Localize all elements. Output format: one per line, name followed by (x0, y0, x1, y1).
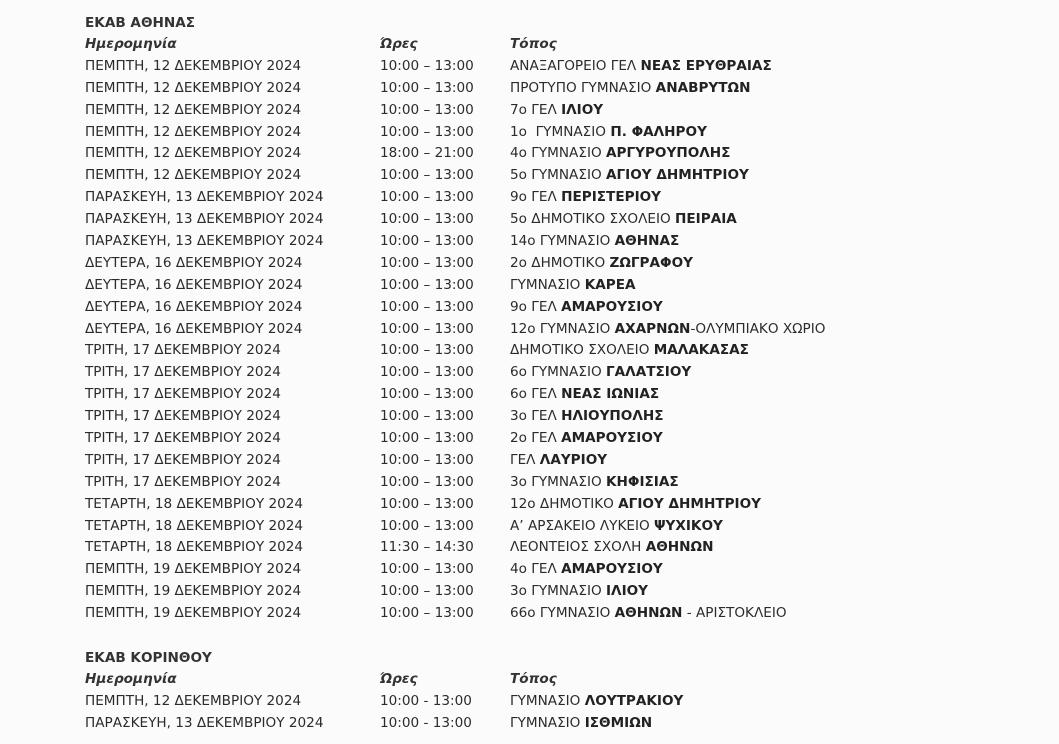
schedule-document (85, 12, 985, 735)
place-name-bold: ΛΑΥΡΙΟΥ (539, 451, 608, 468)
section-title: ΕΚΑΒ ΚΟΡΙΝΘΟΥ (85, 650, 212, 667)
table-row (85, 253, 985, 275)
table-row (85, 713, 985, 735)
row-place (510, 713, 980, 735)
row-time: 10:00 – 13:00 (380, 101, 474, 118)
table-row (85, 100, 985, 122)
row-time: 11:30 – 14:30 (380, 539, 474, 556)
place-name-bold: ΓΑΛΑΤΣΙΟΥ (605, 364, 692, 381)
table-row (85, 362, 985, 384)
header-place: Τόπος (510, 671, 557, 688)
row-date: ΤΡΙΤΗ, 17 ΔΕΚΕΜΒΡΙΟΥ 2024 (85, 342, 281, 359)
table-row (85, 319, 985, 341)
place-prefix: Α’ ΑΡΣΑΚΕΙΟ ΛΥΚΕΙΟ (510, 517, 654, 534)
place-name-bold: ΑΘΗΝΩΝ (614, 605, 683, 622)
section-title: ΕΚΑΒ ΑΘΗΝΑΣ (85, 15, 196, 31)
place-name-bold: ΑΘΗΝΩΝ (645, 539, 714, 556)
row-place (510, 78, 980, 100)
place-prefix: 7ο ΓΕΛ (510, 101, 562, 118)
table-row (85, 78, 985, 100)
row-date: ΠΑΡΑΣΚΕΥΗ, 13 ΔΕΚΕΜΒΡΙΟΥ 2024 (85, 211, 324, 228)
row-date: ΠΕΜΠΤΗ, 12 ΔΕΚΕΜΒΡΙΟΥ 2024 (85, 692, 302, 709)
place-prefix: 12ο ΔΗΜΟΤΙΚΟ (510, 495, 619, 512)
place-prefix: 2ο ΔΗΜΟΤΙΚΟ (510, 254, 610, 271)
row-place (510, 603, 980, 625)
table-row (85, 187, 985, 209)
place-name-bold: ΑΜΑΡΟΥΣΙΟΥ (561, 430, 663, 447)
row-date: ΠΕΜΠΤΗ, 19 ΔΕΚΕΜΒΡΙΟΥ 2024 (85, 561, 302, 578)
table-row (85, 143, 985, 165)
row-time: 10:00 – 13:00 (380, 386, 474, 403)
table-row (85, 297, 985, 319)
place-suffix: - ΑΡΙΣΤΟΚΛΕΙΟ (682, 605, 787, 622)
row-date: ΠΕΜΠΤΗ, 12 ΔΕΚΕΜΒΡΙΟΥ 2024 (85, 145, 302, 162)
place-prefix: 5ο ΔΗΜΟΤΙΚΟ ΣΧΟΛΕΙΟ (510, 211, 676, 228)
row-time: 10:00 – 13:00 (380, 233, 474, 250)
place-name-bold: ΜΑΛΑΚΑΣΑΣ (653, 342, 749, 359)
row-place (510, 450, 980, 472)
place-prefix: 3ο ΓΥΜΝΑΣΙΟ (510, 473, 606, 490)
place-prefix: ΑΝΑΞΑΓΟΡΕΙΟ ΓΕΛ (510, 57, 641, 74)
row-date: ΠΕΜΠΤΗ, 19 ΔΕΚΕΜΒΡΙΟΥ 2024 (85, 605, 302, 622)
row-time: 10:00 - 13:00 (380, 714, 472, 731)
table-row (85, 472, 985, 494)
table-row (85, 559, 985, 581)
row-place (510, 100, 980, 122)
table-row (85, 428, 985, 450)
row-place (510, 472, 980, 494)
table-header (85, 669, 985, 691)
row-place (510, 494, 980, 516)
row-time: 10:00 – 13:00 (380, 364, 474, 381)
place-name-bold: ΠΕΙΡΑΙΑ (675, 211, 737, 228)
place-prefix: 9ο ΓΕΛ (510, 189, 562, 206)
row-place (510, 187, 980, 209)
row-place (510, 581, 980, 603)
place-name-bold: ΑΜΑΡΟΥΣΙΟΥ (561, 561, 663, 578)
place-name-bold: ΚΑΡΕΑ (584, 276, 636, 293)
place-prefix: 4ο ΓΥΜΝΑΣΙΟ (510, 145, 606, 162)
row-place (510, 275, 980, 297)
row-time: 10:00 – 13:00 (380, 495, 474, 512)
row-time: 10:00 – 13:00 (380, 430, 474, 447)
row-date: ΤΕΤΑΡΤΗ, 18 ΔΕΚΕΜΒΡΙΟΥ 2024 (85, 539, 304, 556)
row-date: ΠΑΡΑΣΚΕΥΗ, 13 ΔΕΚΕΜΒΡΙΟΥ 2024 (85, 714, 324, 731)
place-prefix: ΓΕΛ (510, 451, 540, 468)
row-place (510, 122, 980, 144)
table-row (85, 516, 985, 538)
place-prefix: 4ο ΓΕΛ (510, 561, 562, 578)
row-place (510, 165, 980, 187)
row-place (510, 537, 980, 559)
row-date: ΠΕΜΠΤΗ, 19 ΔΕΚΕΜΒΡΙΟΥ 2024 (85, 583, 302, 600)
row-place (510, 56, 980, 78)
place-prefix: 12ο ΓΥΜΝΑΣΙΟ (510, 320, 615, 337)
row-date: ΤΡΙΤΗ, 17 ΔΕΚΕΜΒΡΙΟΥ 2024 (85, 408, 281, 425)
row-date: ΠΑΡΑΣΚΕΥΗ, 13 ΔΕΚΕΜΒΡΙΟΥ 2024 (85, 189, 324, 206)
place-prefix: 66ο ΓΥΜΝΑΣΙΟ (510, 605, 615, 622)
table-header (85, 34, 985, 56)
row-place (510, 362, 980, 384)
place-prefix: 9ο ΓΕΛ (510, 298, 562, 315)
row-date: ΠΕΜΠΤΗ, 12 ΔΕΚΕΜΒΡΙΟΥ 2024 (85, 167, 302, 184)
row-time: 10:00 – 13:00 (380, 561, 474, 578)
row-date: ΤΕΤΑΡΤΗ, 18 ΔΕΚΕΜΒΡΙΟΥ 2024 (85, 495, 304, 512)
row-time: 10:00 – 13:00 (380, 276, 474, 293)
place-name-bold: ΝΕΑΣ ΕΡΥΘΡΑΙΑΣ (640, 57, 772, 74)
row-place (510, 406, 980, 428)
table-row (85, 450, 985, 472)
table-row (85, 275, 985, 297)
row-date: ΔΕΥΤΕΡΑ, 16 ΔΕΚΕΜΒΡΙΟΥ 2024 (85, 320, 303, 337)
row-date: ΔΕΥΤΕΡΑ, 16 ΔΕΚΕΜΒΡΙΟΥ 2024 (85, 276, 303, 293)
row-date: ΤΡΙΤΗ, 17 ΔΕΚΕΜΒΡΙΟΥ 2024 (85, 473, 281, 490)
row-place (510, 253, 980, 275)
row-date: ΤΕΤΑΡΤΗ, 18 ΔΕΚΕΜΒΡΙΟΥ 2024 (85, 517, 304, 534)
table-row (85, 603, 985, 625)
place-name-bold: ΨΥΧΙΚΟΥ (654, 517, 723, 534)
place-name-bold: ΙΛΙΟΥ (561, 101, 604, 118)
table-row (85, 384, 985, 406)
schedule-section (85, 647, 985, 735)
row-time: 10:00 – 13:00 (380, 123, 474, 140)
row-time: 10:00 – 13:00 (380, 254, 474, 271)
place-name-bold: ΑΡΓΥΡΟΥΠΟΛΗΣ (605, 145, 731, 162)
row-date: ΠΕΜΠΤΗ, 12 ΔΕΚΕΜΒΡΙΟΥ 2024 (85, 57, 302, 74)
place-suffix: -ΟΛΥΜΠΙΑΚΟ ΧΩΡΙΟ (690, 320, 826, 337)
header-date: Ημερομηνία (85, 671, 177, 688)
row-place (510, 559, 980, 581)
place-prefix: ΓΥΜΝΑΣΙΟ (510, 276, 585, 293)
table-row (85, 581, 985, 603)
row-date: ΠΕΜΠΤΗ, 12 ΔΕΚΕΜΒΡΙΟΥ 2024 (85, 101, 302, 118)
place-prefix: 5ο ΓΥΜΝΑΣΙΟ (510, 167, 606, 184)
row-place (510, 691, 980, 713)
header-time: Ώρες (380, 671, 418, 688)
place-name-bold: ΑΝΑΒΡΥΤΩΝ (655, 79, 751, 96)
row-time: 10:00 – 13:00 (380, 451, 474, 468)
table-row (85, 406, 985, 428)
table-row (85, 209, 985, 231)
row-place (510, 516, 980, 538)
place-prefix: ΠΡΟΤΥΠΟ ΓΥΜΝΑΣΙΟ (510, 79, 656, 96)
table-row (85, 122, 985, 144)
row-date: ΔΕΥΤΕΡΑ, 16 ΔΕΚΕΜΒΡΙΟΥ 2024 (85, 254, 303, 271)
place-name-bold: ΚΗΦΙΣΙΑΣ (605, 473, 679, 490)
place-name-bold: ΠΕΡΙΣΤΕΡΙΟΥ (561, 189, 662, 206)
row-place (510, 231, 980, 253)
row-time: 10:00 – 13:00 (380, 583, 474, 600)
row-date: ΤΡΙΤΗ, 17 ΔΕΚΕΜΒΡΙΟΥ 2024 (85, 451, 281, 468)
row-date: ΠΕΜΠΤΗ, 12 ΔΕΚΕΜΒΡΙΟΥ 2024 (85, 79, 302, 96)
place-name-bold: ΑΧΑΡΝΩΝ (614, 320, 691, 337)
table-row (85, 340, 985, 362)
table-row (85, 494, 985, 516)
table-row (85, 231, 985, 253)
header-place: Τόπος (510, 36, 557, 52)
row-date: ΤΡΙΤΗ, 17 ΔΕΚΕΜΒΡΙΟΥ 2024 (85, 364, 281, 381)
place-prefix: ΔΗΜΟΤΙΚΟ ΣΧΟΛΕΙΟ (510, 342, 654, 359)
row-time: 10:00 - 13:00 (380, 692, 472, 709)
row-time: 10:00 – 13:00 (380, 517, 474, 534)
row-date: ΤΡΙΤΗ, 17 ΔΕΚΕΜΒΡΙΟΥ 2024 (85, 386, 281, 403)
row-time: 10:00 – 13:00 (380, 211, 474, 228)
row-time: 10:00 – 13:00 (380, 408, 474, 425)
place-prefix: 2ο ΓΕΛ (510, 430, 562, 447)
place-prefix: 1ο ΓΥΜΝΑΣΙΟ (510, 123, 611, 140)
row-place (510, 209, 980, 231)
place-name-bold: Π. ΦΑΛΗΡΟΥ (610, 123, 707, 140)
place-name-bold: ΖΩΓΡΑΦΟΥ (609, 254, 693, 271)
place-prefix: ΓΥΜΝΑΣΙΟ (510, 714, 585, 731)
place-name-bold: ΑΘΗΝΑΣ (614, 233, 680, 250)
row-place (510, 340, 980, 362)
row-time: 10:00 – 13:00 (380, 298, 474, 315)
place-name-bold: ΛΟΥΤΡΑΚΙΟΥ (584, 692, 684, 709)
row-time: 10:00 – 13:00 (380, 605, 474, 622)
header-time: Ώρες (380, 36, 418, 52)
row-time: 18:00 – 21:00 (380, 145, 474, 162)
row-date: ΤΡΙΤΗ, 17 ΔΕΚΕΜΒΡΙΟΥ 2024 (85, 430, 281, 447)
section-spacer (85, 625, 985, 647)
table-row (85, 56, 985, 78)
row-time: 10:00 – 13:00 (380, 189, 474, 206)
row-time: 10:00 – 13:00 (380, 79, 474, 96)
place-name-bold: ΑΜΑΡΟΥΣΙΟΥ (561, 298, 663, 315)
row-date: ΠΕΜΠΤΗ, 12 ΔΕΚΕΜΒΡΙΟΥ 2024 (85, 123, 302, 140)
row-time: 10:00 – 13:00 (380, 320, 474, 337)
row-place (510, 319, 980, 341)
place-name-bold: ΙΛΙΟΥ (605, 583, 649, 600)
place-prefix: 3ο ΓΥΜΝΑΣΙΟ (510, 583, 606, 600)
place-name-bold: ΙΣΘΜΙΩΝ (584, 714, 653, 731)
schedule-section (85, 12, 985, 625)
place-prefix: 14ο ΓΥΜΝΑΣΙΟ (510, 233, 615, 250)
row-date: ΠΑΡΑΣΚΕΥΗ, 13 ΔΕΚΕΜΒΡΙΟΥ 2024 (85, 233, 324, 250)
table-row (85, 165, 985, 187)
row-place (510, 297, 980, 319)
place-name-bold: ΗΛΙΟΥΠΟΛΗΣ (561, 408, 664, 425)
place-prefix: 3ο ΓΕΛ (510, 408, 562, 425)
row-time: 10:00 – 13:00 (380, 342, 474, 359)
place-prefix: ΛΕΟΝΤΕΙΟΣ ΣΧΟΛΗ (510, 539, 646, 556)
row-date: ΔΕΥΤΕΡΑ, 16 ΔΕΚΕΜΒΡΙΟΥ 2024 (85, 298, 303, 315)
place-name-bold: ΑΓΙΟΥ ΔΗΜΗΤΡΙΟΥ (605, 167, 749, 184)
row-time: 10:00 – 13:00 (380, 473, 474, 490)
place-name-bold: ΑΓΙΟΥ ΔΗΜΗΤΡΙΟΥ (618, 495, 762, 512)
row-place (510, 143, 980, 165)
row-time: 10:00 – 13:00 (380, 57, 474, 74)
place-prefix: ΓΥΜΝΑΣΙΟ (510, 692, 585, 709)
place-prefix: 6ο ΓΕΛ (510, 386, 562, 403)
place-name-bold: ΝΕΑΣ ΙΩΝΙΑΣ (561, 386, 660, 403)
place-prefix: 6ο ΓΥΜΝΑΣΙΟ (510, 364, 606, 381)
row-place (510, 384, 980, 406)
row-time: 10:00 – 13:00 (380, 167, 474, 184)
table-row (85, 537, 985, 559)
header-date: Ημερομηνία (85, 36, 177, 52)
table-row (85, 691, 985, 713)
row-place (510, 428, 980, 450)
